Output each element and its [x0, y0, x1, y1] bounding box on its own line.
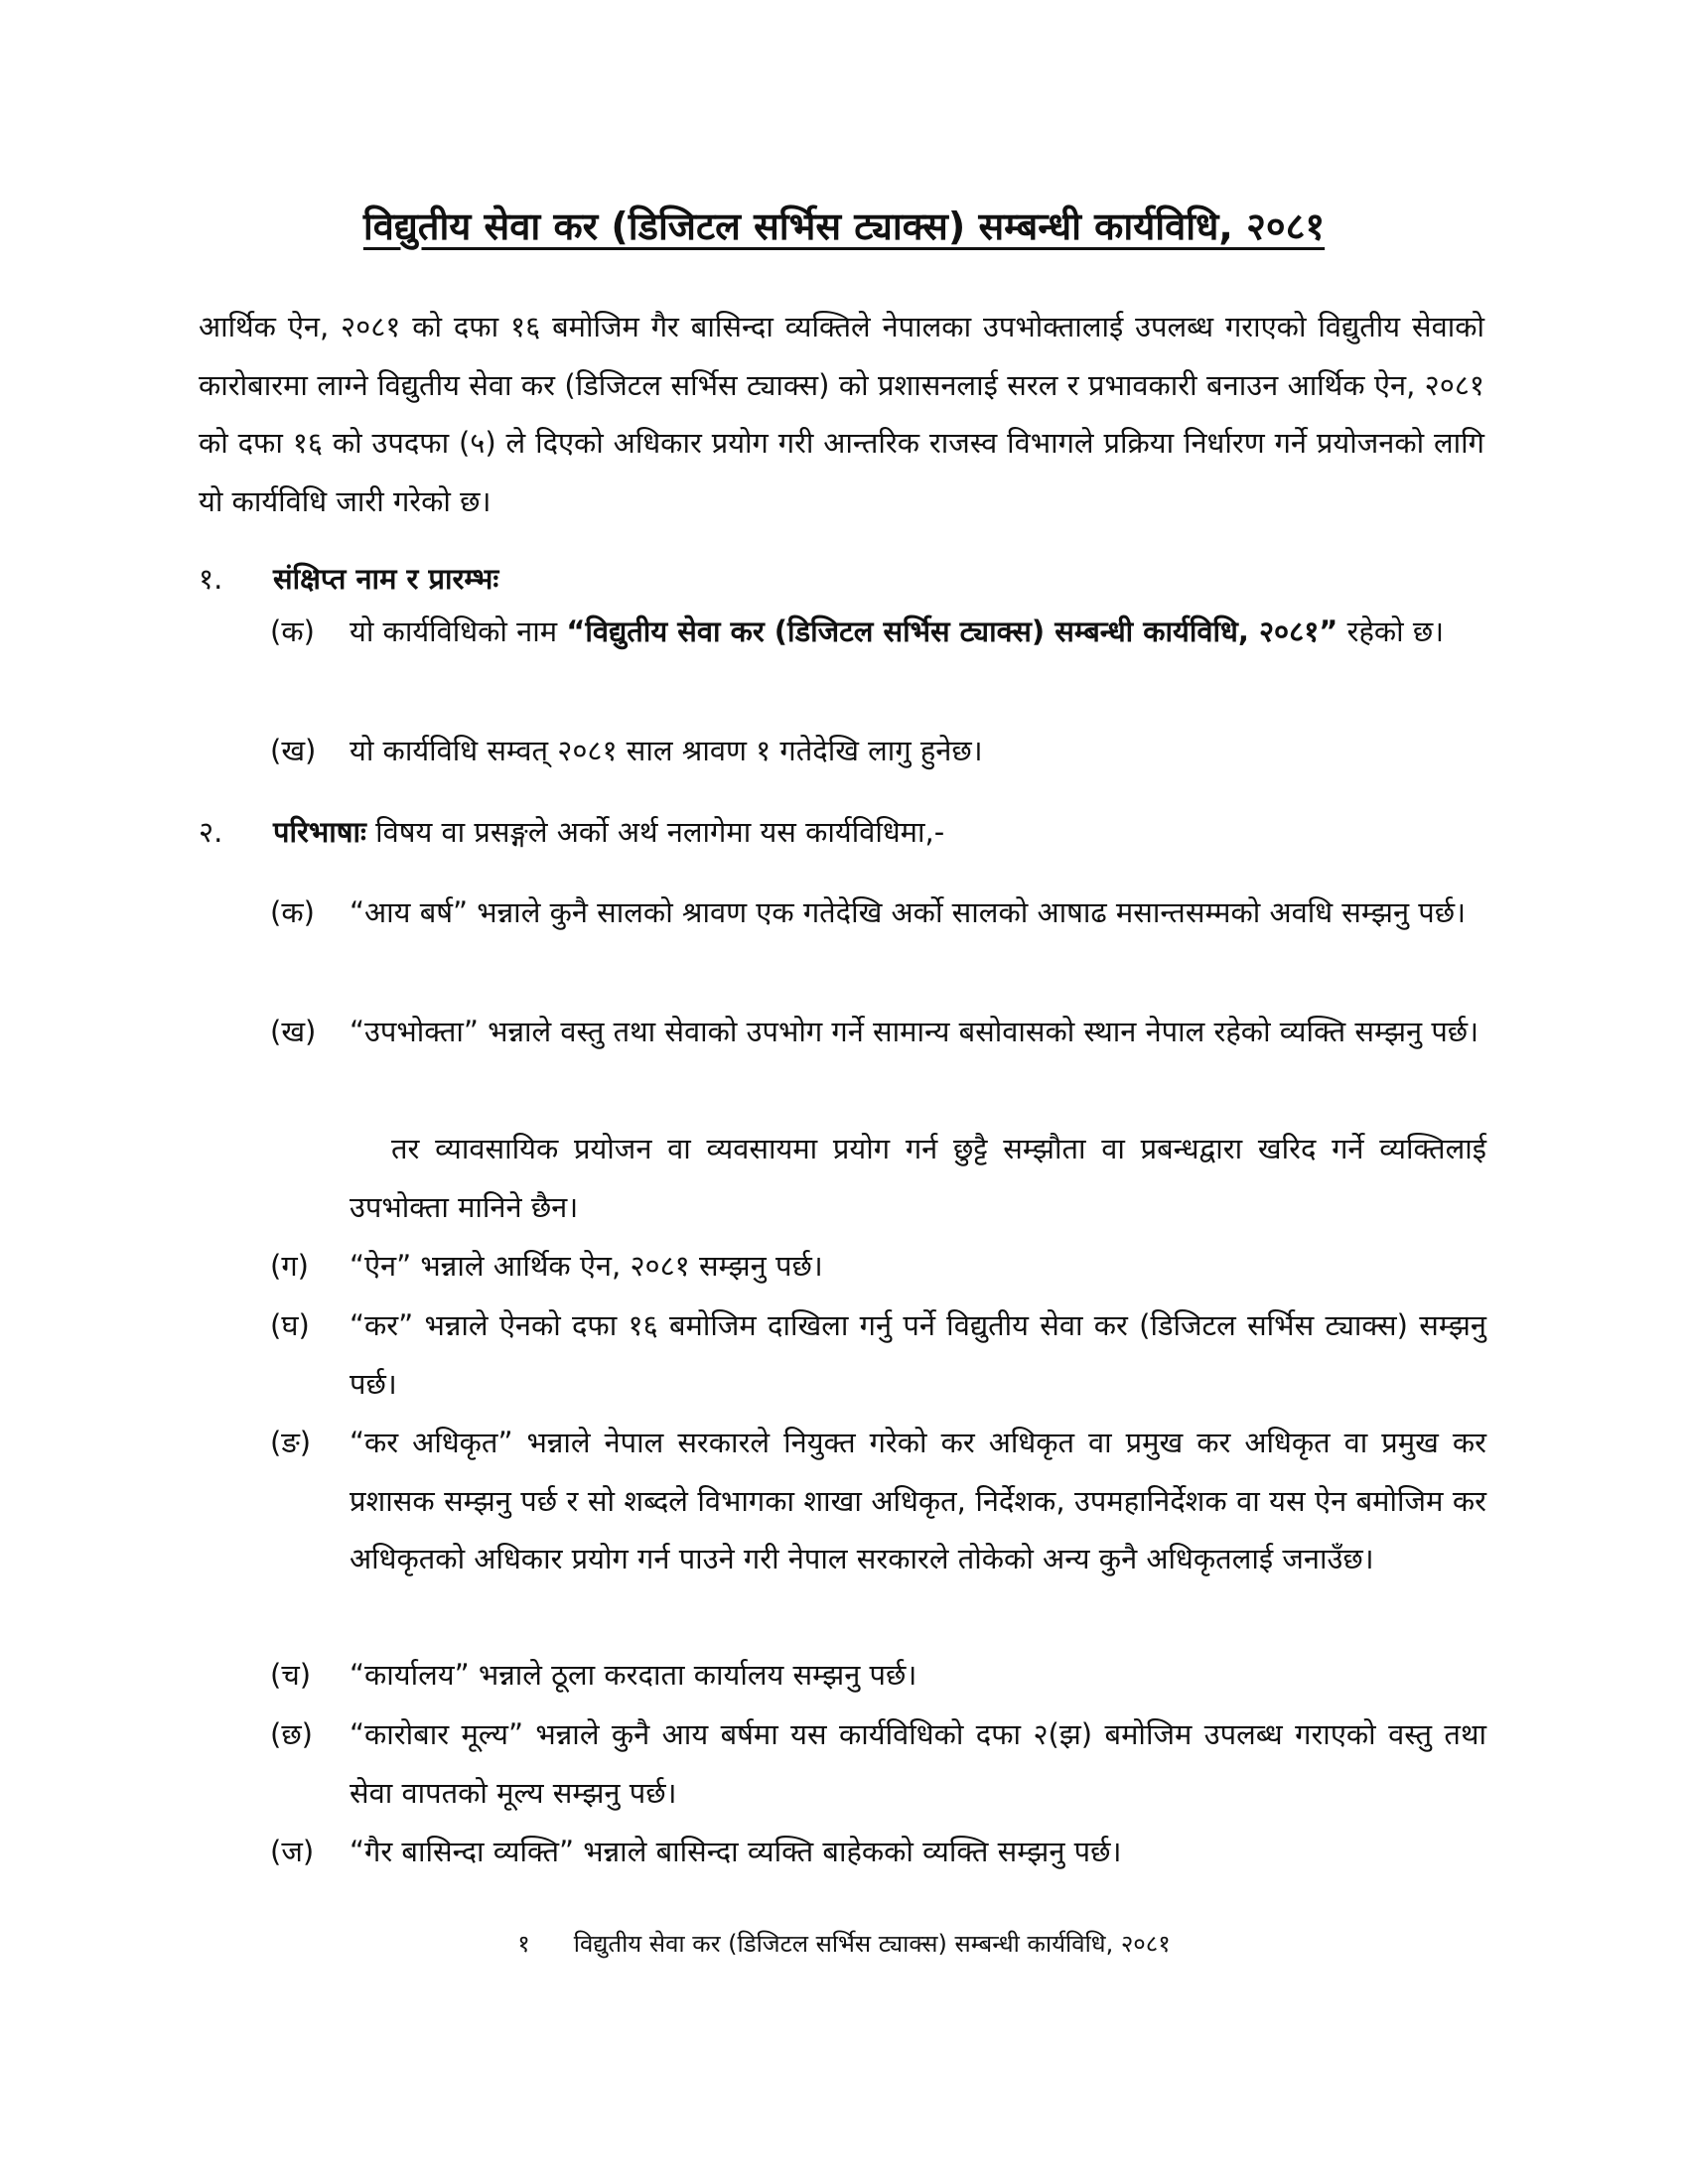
intro-paragraph: आर्थिक ऐन, २०८१ को दफा १६ बमोजिम गैर बासिन्दा व्यक्तिले नेपालका उपभोक्तालाई उपलब्ध गराएको विद्युतीय सेवाको कारोबारमा लाग्ने विद्युतीय सेवा कर (डिजिटल सर्भिस ट्याक्स) को प्रशासनलाई सरल र प्रभावकारी बनाउन आर्थिक ऐन, २०८१ को दफा १६ को उपदफा (५) ले दिएको अधिकार प्रयोग गरी आन्तरिक राजस्व विभागले प्रक्रिया निर्धारण गर्ने प्रयोजनको लागि यो कार्यविधि जारी गरेको छ।: [199, 310, 1484, 518]
section-1-number: १.: [199, 562, 223, 596]
item-marker: (ख): [270, 734, 317, 767]
page-footer: [0, 1924, 1688, 1964]
item-marker: (घ): [270, 1308, 310, 1342]
definition-item-gha: [270, 1297, 1486, 1413]
section-1-heading: [199, 551, 498, 607]
item-marker: (छ): [270, 1717, 313, 1751]
item-marker: (ङ): [270, 1426, 312, 1459]
section-1-item-ka: [270, 603, 1486, 661]
item-body: “गैर बासिन्दा व्यक्ति” भन्नाले बासिन्दा व्यक्ति बाहेकको व्यक्ति सम्झनु पर्छ।: [350, 1835, 1122, 1868]
item-body: “कर” भन्नाले ऐनको दफा १६ बमोजिम दाखिला गर्नु पर्ने विद्युतीय सेवा कर (डिजिटल सर्भिस ट्याक्स) सम्झनु पर्छ।: [350, 1308, 1486, 1401]
item-text-prefix: यो कार्यविधिको नाम: [350, 614, 567, 648]
definition-item-ka: [270, 884, 1486, 942]
section-1-item-kha: [270, 722, 1486, 780]
item-body: “कार्यालय” भन्नाले ठूला करदाता कार्यालय सम्झनु पर्छ।: [350, 1658, 917, 1692]
item-marker: (ज): [270, 1835, 315, 1868]
definition-item-cha: [270, 1646, 1486, 1705]
footer-title: विद्युतीय सेवा कर (डिजिटल सर्भिस ट्याक्स) सम्बन्धी कार्यविधि, २०८१: [573, 1930, 1171, 1958]
item-body: “आय बर्ष” भन्नाले कुनै सालको श्रावण एक गतेदेखि अर्को सालको आषाढ मसान्तसम्मको अवधि सम्झनु पर्छ।: [350, 895, 1467, 929]
item-marker: (ग): [270, 1249, 309, 1283]
definition-item-ja: [270, 1823, 1486, 1881]
item-body: “कारोबार मूल्य” भन्नाले कुनै आय बर्षमा यस कार्यविधिको दफा २(झ) बमोजिम उपलब्ध गराएको वस्तु तथा सेवा वापतको मूल्य सम्झनु पर्छ।: [350, 1717, 1486, 1810]
section-2-number: २.: [199, 815, 223, 849]
definition-item-chha: [270, 1706, 1486, 1822]
item-text-suffix: रहेको छ।: [1337, 614, 1445, 648]
definition-item-ga: [270, 1237, 1486, 1296]
document-title: विद्युतीय सेवा कर (डिजिटल सर्भिस ट्याक्स) सम्बन्धी कार्यविधि, २०८१: [362, 205, 1326, 248]
section-1-title: संक्षिप्त नाम र प्रारम्भः: [273, 562, 499, 596]
item-body: “ऐन” भन्नाले आर्थिक ऐन, २०८१ सम्झनु पर्छ।: [350, 1249, 823, 1283]
section-2-heading: [199, 804, 944, 860]
item-body: यो कार्यविधि सम्वत् २०८१ साल श्रावण १ गतेदेखि लागु हुनेछ।: [350, 734, 983, 767]
item-body: “उपभोक्ता” भन्नाले वस्तु तथा सेवाको उपभोग गर्ने सामान्य बसोवासको स्थान नेपाल रहेको व्यक्ति सम्झनु पर्छ।: [350, 1015, 1479, 1048]
section-2-title: परिभाषाः: [273, 815, 366, 849]
definition-item-nga: [270, 1414, 1486, 1588]
item-body: “कर अधिकृत” भन्नाले नेपाल सरकारले नियुक्त गरेको कर अधिकृत वा प्रमुख कर अधिकृत वा प्रमुख कर प्रशासक सम्झनु पर्छ र सो शब्दले विभागका शाखा अधिकृत, निर्देशक, उपमहानिर्देशक वा यस ऐन बमोजिम कर अधिकृतको अधिकार प्रयोग गर्न पाउने गरी नेपाल सरकारले तोकेको अन्य कुनै अधिकृतलाई जनाउँछ।: [350, 1426, 1486, 1575]
section-2-heading-rest: विषय वा प्रसङ्गले अर्को अर्थ नलागेमा यस कार्यविधिमा,-: [365, 815, 945, 849]
item-marker: (ख): [270, 1015, 317, 1048]
definition-proviso: तर व्यावसायिक प्रयोजन वा व्यवसायमा प्रयोग गर्न छुट्टै सम्झौता वा प्रबन्धद्वारा खरिद गर्ने व्यक्तिलाई उपभोक्ता मानिने छैन।: [350, 1132, 1486, 1224]
procedure-name: “विद्युतीय सेवा कर (डिजिटल सर्भिस ट्याक्स) सम्बन्धी कार्यविधि, २०८१”: [566, 614, 1338, 648]
page-number: १: [517, 1930, 530, 1958]
item-marker: (क): [270, 895, 315, 929]
item-body: [350, 603, 1486, 661]
definition-item-kha: [270, 1003, 1486, 1061]
item-marker: (क): [270, 614, 315, 648]
item-marker: (च): [270, 1658, 312, 1692]
